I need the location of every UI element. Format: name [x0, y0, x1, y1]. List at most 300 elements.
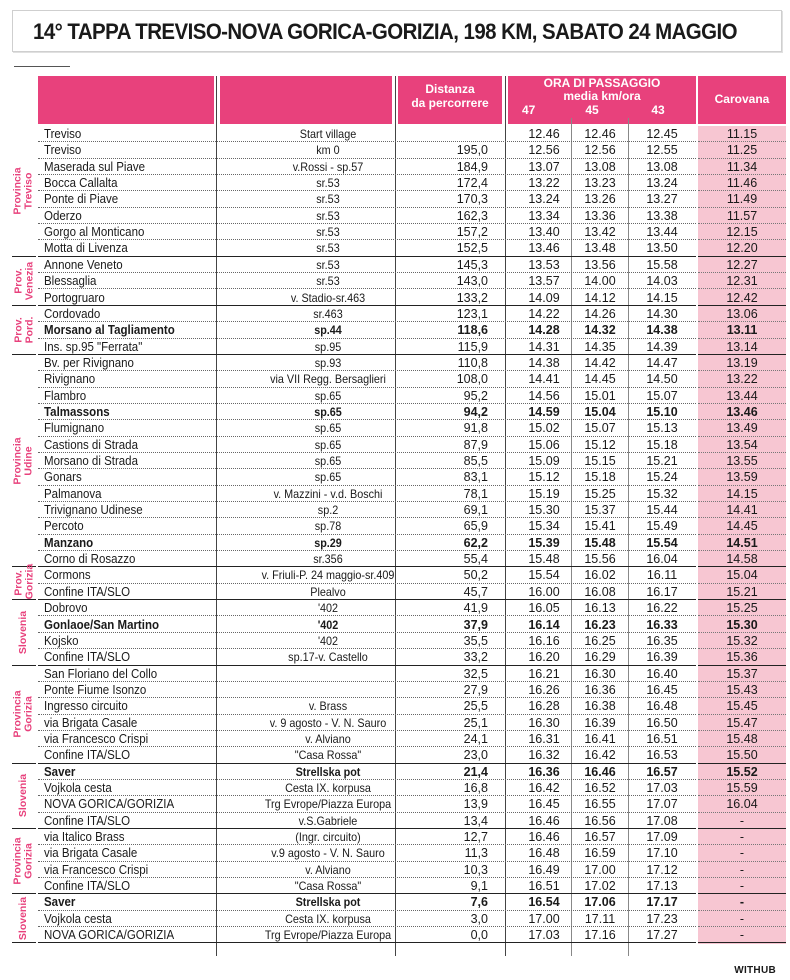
time-43-cell: 14.50 — [646, 372, 678, 387]
distance-cell: 25,1 — [463, 715, 488, 730]
table-row — [38, 502, 696, 518]
carovana-cell: - — [739, 928, 745, 943]
carovana-cell: 13.19 — [726, 355, 758, 370]
time-47-cell: 16.30 — [528, 715, 560, 730]
carovana-row — [698, 420, 786, 436]
distance-cell: 85,5 — [463, 454, 488, 468]
province-label-text: Provincia Udine — [12, 437, 35, 485]
table-row — [38, 666, 696, 682]
time-45-cell: 15.41 — [584, 519, 616, 534]
time-43-cell: 13.24 — [646, 176, 678, 191]
location-cell: Gonars — [44, 470, 82, 485]
time-47-cell: 16.46 — [528, 830, 560, 845]
road-cell: sp.65 — [314, 388, 342, 403]
road-cell: sr.463 — [313, 306, 343, 321]
province-label-text: Prov. Gorizia — [12, 564, 35, 600]
carovana-cell: 13.59 — [726, 470, 758, 485]
road-cell: v. Alviano — [305, 731, 351, 746]
location-cell: Flambro — [44, 388, 87, 403]
carovana-row — [698, 208, 786, 224]
carovana-cell: 11.46 — [726, 176, 758, 191]
carovana-cell: 12.20 — [726, 241, 758, 256]
table-row — [38, 584, 696, 600]
location-cell: Flumignano — [44, 421, 105, 436]
location-cell: Confine ITA/SLO — [44, 879, 131, 894]
location-cell: Maserada sul Piave — [44, 159, 145, 174]
header-speed-45: 45 — [585, 103, 599, 117]
time-47-cell: 16.48 — [528, 846, 560, 861]
road-cell: sr.53 — [316, 192, 340, 207]
time-43-cell: 16.17 — [646, 584, 678, 599]
time-43-cell: 13.38 — [646, 208, 678, 223]
distance-cell: 115,9 — [457, 339, 488, 354]
distance-cell: 23,0 — [463, 748, 488, 763]
table-row — [38, 486, 696, 502]
table-row — [38, 290, 696, 306]
time-43-cell: 17.13 — [646, 879, 678, 894]
distance-cell: 83,1 — [463, 470, 488, 485]
carovana-row — [698, 339, 786, 355]
header-distanza-label: Distanza da percorrere — [411, 82, 489, 110]
carovana-row — [698, 355, 786, 371]
time-45-cell: 17.06 — [584, 895, 616, 910]
time-43-cell: 12.45 — [646, 127, 678, 141]
location-cell: Confine ITA/SLO — [44, 650, 131, 665]
time-45-cell: 15.56 — [584, 552, 616, 567]
location-cell: Vojkola cesta — [44, 911, 112, 926]
time-43-cell: 15.49 — [646, 519, 678, 534]
table-row — [38, 829, 696, 845]
carovana-cell: 11.49 — [726, 192, 758, 207]
distance-cell: 172,4 — [456, 176, 488, 191]
carovana-cell: 15.36 — [726, 650, 758, 665]
carovana-cell: - — [739, 846, 745, 861]
table-row — [38, 617, 696, 633]
table-row — [38, 731, 696, 747]
table-row — [38, 142, 696, 158]
time-45-cell: 16.38 — [584, 699, 616, 714]
road-cell: sp.65 — [314, 404, 342, 419]
carovana-cell: 14.51 — [726, 535, 758, 550]
carovana-row — [698, 404, 786, 420]
carovana-cell: - — [739, 813, 745, 828]
carovana-cell: 15.21 — [726, 584, 758, 599]
time-47-cell: 15.34 — [528, 519, 560, 534]
time-45-cell: 15.48 — [584, 535, 616, 550]
time-43-cell: 17.03 — [646, 781, 678, 795]
distance-cell: 25,5 — [463, 699, 488, 714]
carovana-row — [698, 649, 786, 665]
carovana-cell: - — [739, 911, 745, 926]
time-47-cell: 15.19 — [528, 486, 560, 501]
time-45-cell: 15.01 — [584, 388, 616, 403]
location-cell: Talmassons — [44, 404, 110, 419]
province-label — [12, 257, 36, 306]
carovana-cell: 13.49 — [726, 421, 758, 436]
carovana-cell: 13.11 — [726, 323, 758, 338]
time-45-cell: 16.56 — [584, 813, 616, 828]
road-cell: Cesta IX. korpusa — [285, 781, 371, 795]
distance-cell — [388, 126, 488, 142]
carovana-cell: 15.59 — [726, 781, 758, 795]
distance-cell: 24,1 — [463, 731, 488, 746]
title-rule — [14, 66, 70, 67]
carovana-row — [698, 780, 786, 796]
carovana-row — [698, 175, 786, 191]
road-cell: sp.29 — [314, 535, 342, 550]
province-label — [12, 829, 36, 894]
province-label — [12, 306, 36, 355]
carovana-row — [698, 633, 786, 649]
time-47-cell: 16.51 — [528, 879, 560, 894]
time-43-cell: 16.45 — [646, 682, 678, 697]
distance-cell: 13,4 — [463, 813, 488, 828]
distance-cell: 108,0 — [456, 372, 488, 387]
time-47-cell: 16.42 — [528, 781, 560, 795]
road-cell: sp.78 — [314, 519, 342, 534]
table-row — [38, 453, 696, 469]
road-cell: sp.93 — [314, 355, 342, 370]
time-43-cell: 15.10 — [646, 404, 678, 419]
location-cell: Rivignano — [44, 372, 96, 387]
time-45-cell: 14.42 — [584, 355, 616, 370]
time-43-cell: 15.13 — [646, 421, 678, 436]
distance-cell: 69,1 — [463, 503, 488, 518]
header-ora-label: ORA DI PASSAGGIO — [543, 76, 661, 90]
distance-cell: 55,4 — [463, 552, 488, 567]
carovana-cell: 15.48 — [726, 731, 758, 746]
distance-cell: 41,9 — [463, 601, 488, 616]
time-47-cell: 12.56 — [528, 143, 560, 158]
carovana-cell: 15.32 — [726, 633, 758, 648]
location-cell: via Brigata Casale — [44, 846, 138, 861]
time-45-cell: 13.36 — [584, 208, 616, 223]
road-cell: via VII Regg. Bersaglieri — [270, 372, 386, 387]
carovana-cell: 15.50 — [726, 748, 758, 763]
time-45-cell: 16.13 — [584, 601, 616, 616]
carovana-cell: 12.31 — [726, 274, 758, 289]
header-speed-47: 47 — [522, 103, 536, 117]
road-cell: Start village — [299, 127, 357, 141]
time-43-cell: 16.57 — [646, 764, 678, 779]
carovana-row — [698, 813, 786, 829]
time-47-cell: 12.46 — [528, 127, 560, 141]
province-label — [12, 600, 36, 665]
location-cell: Cormons — [44, 568, 91, 583]
time-43-cell: 15.44 — [646, 503, 678, 518]
carovana-row — [698, 159, 786, 175]
location-cell: Dobrovo — [44, 601, 88, 616]
carovana-row — [698, 845, 786, 861]
time-43-cell: 16.39 — [646, 650, 678, 665]
road-cell: sr.356 — [313, 552, 343, 567]
time-45-cell: 14.00 — [584, 274, 616, 289]
road-cell: v. 9 agosto - V. N. Sauro — [269, 715, 387, 730]
road-cell: sp.95 — [314, 339, 342, 354]
location-cell: via Brigata Casale — [44, 715, 138, 730]
time-45-cell: 16.29 — [584, 650, 616, 665]
time-43-cell: 17.17 — [646, 895, 678, 910]
carovana-cell: 13.55 — [726, 454, 758, 468]
time-43-cell: 15.32 — [646, 486, 678, 501]
time-47-cell: 13.57 — [528, 274, 560, 289]
table-row — [38, 240, 696, 256]
carovana-row — [698, 829, 786, 845]
distance-cell: 133,2 — [456, 290, 488, 305]
road-cell: '402 — [317, 633, 339, 648]
road-cell: v.9 agosto - V. N. Sauro — [271, 846, 385, 861]
time-43-cell: 17.27 — [646, 928, 678, 943]
location-cell: Motta di Livenza — [44, 241, 128, 256]
time-43-cell: 16.35 — [646, 633, 678, 648]
carovana-cell: 14.45 — [726, 519, 758, 534]
distance-cell: 16,8 — [463, 781, 488, 795]
distance-cell: 3,0 — [470, 911, 488, 926]
distance-cell: 145,3 — [456, 257, 488, 272]
road-cell: v. Friuli-P. 24 maggio-sr.409 — [261, 568, 395, 583]
carovana-cell: 12.15 — [726, 225, 758, 240]
carovana-row — [698, 682, 786, 698]
road-cell: sr.53 — [316, 225, 340, 240]
time-47-cell: 15.12 — [528, 470, 560, 485]
location-cell: Blessaglia — [44, 274, 97, 289]
table-row — [38, 862, 696, 878]
carovana-cell: 13.22 — [726, 372, 758, 387]
time-47-cell: 16.21 — [528, 666, 560, 681]
distance-cell: 7,6 — [470, 895, 488, 910]
time-47-cell: 14.09 — [528, 290, 560, 305]
road-cell: km 0 — [316, 143, 340, 158]
time-43-cell: 17.10 — [646, 846, 678, 861]
table-row — [38, 306, 696, 322]
road-cell: sr.53 — [316, 241, 340, 256]
table-row — [38, 747, 696, 763]
table-row — [38, 355, 696, 371]
carovana-row — [698, 731, 786, 747]
time-45-cell: 14.45 — [584, 372, 616, 387]
time-45-cell: 16.52 — [584, 781, 616, 795]
carovana-cell: 15.25 — [726, 601, 758, 616]
distance-cell: 13,9 — [463, 797, 488, 812]
time-45-cell: 13.23 — [584, 176, 616, 191]
time-45-cell: 13.56 — [584, 257, 616, 272]
distance-cell: 62,2 — [463, 535, 488, 550]
time-47-cell: 15.54 — [528, 568, 560, 583]
carovana-row — [698, 911, 786, 927]
time-45-cell: 13.26 — [584, 192, 616, 207]
time-43-cell: 13.50 — [646, 241, 678, 256]
distance-cell: 162,3 — [456, 208, 488, 223]
table-row — [38, 469, 696, 485]
location-cell: Confine ITA/SLO — [44, 584, 131, 599]
location-cell: Cordovado — [44, 306, 101, 321]
road-cell: '402 — [317, 601, 339, 616]
table-row — [38, 224, 696, 240]
carovana-row — [698, 486, 786, 502]
carovana-cell: 13.14 — [726, 339, 758, 354]
province-label-text: Prov. Pord. — [12, 316, 36, 344]
distance-cell: 195,0 — [456, 143, 488, 158]
carovana-cell: 11.57 — [726, 208, 758, 223]
table-row — [38, 404, 696, 420]
header-speeds — [508, 102, 696, 118]
time-45-cell: 14.12 — [584, 290, 616, 305]
time-43-cell: 14.39 — [646, 339, 678, 354]
location-cell: Morsano al Tagliamento — [44, 323, 175, 338]
distance-cell: 45,7 — [463, 584, 488, 599]
time-43-cell: 16.40 — [646, 666, 678, 681]
location-cell: Annone Veneto — [44, 257, 123, 272]
province-label-text: Provincia Gorizia — [12, 690, 35, 738]
carovana-row — [698, 600, 786, 616]
time-45-cell: 14.32 — [584, 323, 616, 338]
carovana-row — [698, 191, 786, 207]
time-47-cell: 16.16 — [528, 633, 560, 648]
carovana-cell: 13.44 — [726, 388, 758, 403]
province-label — [12, 126, 36, 257]
location-cell: Treviso — [44, 127, 82, 141]
time-47-cell: 16.32 — [528, 748, 560, 763]
carovana-row — [698, 551, 786, 567]
road-cell: v. Stadio-sr.463 — [290, 290, 366, 305]
table-row — [38, 126, 696, 142]
time-47-cell: 16.05 — [528, 601, 560, 616]
carovana-row — [698, 796, 786, 812]
time-47-cell: 14.28 — [528, 323, 560, 338]
time-47-cell: 16.36 — [528, 764, 560, 779]
carovana-row — [698, 764, 786, 780]
carovana-cell: 13.54 — [726, 437, 758, 452]
location-cell: Morsano di Strada — [44, 454, 138, 468]
distance-cell: 10,3 — [463, 862, 488, 877]
time-47-cell: 16.54 — [528, 895, 560, 910]
table-row — [38, 208, 696, 224]
credit: WITHUB — [734, 965, 776, 976]
table-row — [38, 518, 696, 534]
carovana-cell: 11.15 — [726, 127, 758, 141]
location-cell: Kojsko — [44, 633, 79, 648]
road-cell: (Ingr. circuito) — [295, 830, 361, 845]
time-47-cell: 13.34 — [528, 208, 560, 223]
table-row — [38, 796, 696, 812]
table-row — [38, 715, 696, 731]
table-row — [38, 535, 696, 551]
road-cell: Cesta IX. korpusa — [285, 911, 371, 926]
carovana-cell: - — [739, 862, 745, 877]
time-45-cell: 16.59 — [584, 846, 616, 861]
time-45-cell: 14.26 — [584, 306, 616, 321]
time-47-cell: 13.46 — [528, 241, 560, 256]
province-label — [12, 666, 36, 764]
distance-cell: 118,6 — [457, 323, 488, 338]
carovana-row — [698, 126, 786, 142]
table-row — [38, 813, 696, 829]
time-43-cell: 14.38 — [646, 323, 678, 338]
header-carovana — [698, 76, 786, 124]
road-cell: sp.65 — [314, 437, 342, 452]
location-cell: Oderzo — [44, 208, 82, 223]
table-row — [38, 388, 696, 404]
carovana-cell: 12.42 — [726, 290, 758, 305]
header-distanza — [398, 76, 502, 124]
time-45-cell: 15.15 — [584, 454, 616, 468]
time-43-cell: 13.44 — [646, 225, 678, 240]
carovana-row — [698, 273, 786, 289]
distance-cell: 87,9 — [463, 437, 488, 452]
carovana-row — [698, 862, 786, 878]
time-47-cell: 16.31 — [528, 731, 560, 746]
header-ora — [508, 76, 696, 124]
page-title: 14° TAPPA TREVISO-NOVA GORICA-GORIZIA, 198 KM, SABATO 24 MAGGIO — [33, 19, 737, 44]
road-cell: sp.65 — [314, 421, 342, 436]
time-47-cell: 16.00 — [528, 584, 560, 599]
distance-cell: 157,2 — [456, 225, 488, 240]
distance-cell: 37,9 — [463, 617, 488, 632]
time-43-cell: 15.54 — [646, 535, 678, 550]
location-cell: Saver — [44, 764, 76, 779]
location-cell: Ingresso circuito — [44, 699, 128, 714]
time-45-cell: 15.04 — [584, 404, 616, 419]
carovana-row — [698, 617, 786, 633]
time-43-cell: 16.11 — [646, 568, 678, 583]
time-47-cell: 16.49 — [528, 862, 560, 877]
carovana-cell: 15.43 — [726, 682, 758, 697]
carovana-row — [698, 306, 786, 322]
road-cell: sp.65 — [314, 454, 342, 468]
carovana-row — [698, 453, 786, 469]
time-47-cell: 14.59 — [528, 404, 560, 419]
road-cell: "Casa Rossa" — [294, 748, 362, 763]
time-45-cell: 16.55 — [584, 797, 616, 812]
time-45-cell: 15.07 — [584, 421, 616, 436]
province-label — [12, 355, 36, 568]
location-cell: Bocca Callalta — [44, 176, 118, 191]
carovana-row — [698, 257, 786, 273]
carovana-row — [698, 240, 786, 256]
time-45-cell: 12.46 — [584, 127, 616, 141]
carovana-row — [698, 502, 786, 518]
time-45-cell: 17.11 — [584, 911, 616, 926]
carovana-row — [698, 878, 786, 894]
location-cell: Manzano — [44, 535, 94, 550]
time-43-cell: 15.24 — [646, 470, 678, 485]
road-cell: sr.53 — [316, 208, 340, 223]
header-road — [220, 76, 392, 124]
province-label-text: Slovenia — [17, 896, 30, 941]
carovana-cell: 13.46 — [726, 404, 758, 419]
time-47-cell: 14.22 — [528, 306, 560, 321]
province-label-text: Prov. Venezia — [12, 261, 35, 301]
carovana-row — [698, 584, 786, 600]
location-cell: Palmanova — [44, 486, 102, 501]
road-cell: '402 — [317, 617, 339, 632]
distance-cell: 95,2 — [463, 388, 488, 403]
distance-cell: 33,2 — [463, 650, 488, 665]
time-47-cell: 13.24 — [528, 192, 560, 207]
time-47-cell: 13.40 — [528, 225, 560, 240]
distance-cell: 110,8 — [457, 355, 488, 370]
carovana-row — [698, 535, 786, 551]
location-cell: NOVA GORICA/GORIZIA — [44, 797, 175, 812]
time-47-cell: 13.07 — [528, 159, 560, 174]
time-43-cell: 13.27 — [646, 192, 678, 207]
distance-cell: 152,5 — [456, 241, 488, 256]
location-cell: via Francesco Crispi — [44, 731, 149, 746]
time-47-cell: 15.39 — [528, 535, 560, 550]
header-media-label: media km/ora — [563, 89, 641, 103]
time-47-cell: 14.38 — [528, 355, 560, 370]
road-cell: sp.2 — [317, 503, 339, 518]
